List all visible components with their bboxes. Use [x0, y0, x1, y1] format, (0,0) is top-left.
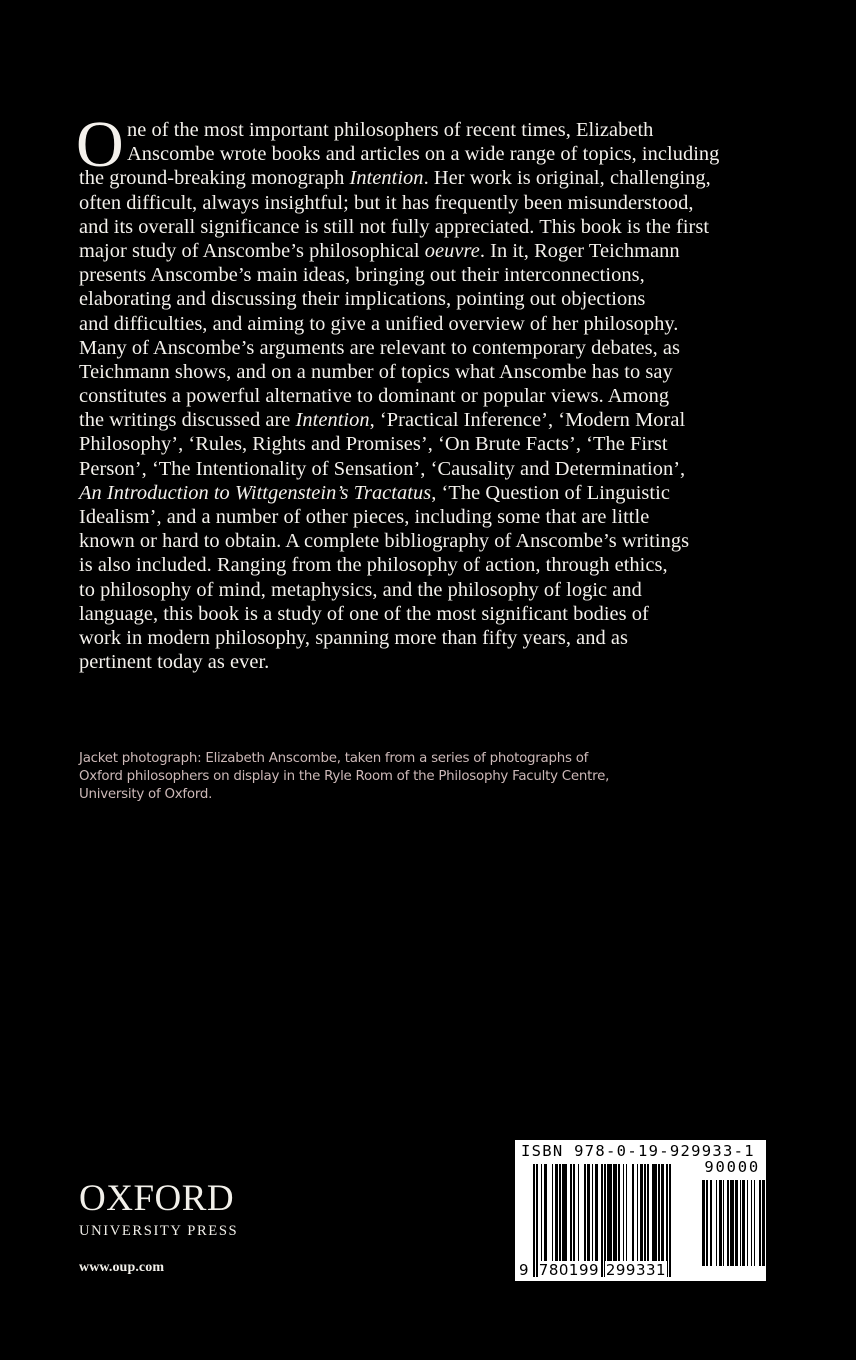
blurb-text: Philosophy’, ‘Rules, Rights and Promises’, ‘On Brute Facts’, ‘The First: [79, 433, 668, 456]
blurb-text: . Her work is original, challenging,: [423, 167, 711, 190]
publisher-subtitle: UNIVERSITY PRESS: [79, 1223, 239, 1239]
blurb-line: [79, 336, 779, 360]
blurb-text: pertinent today as ever.: [79, 651, 270, 674]
blurb-text: language, this book is a study of one of the most significant bodies of: [79, 602, 649, 625]
blurb-text: the ground-breaking monograph: [79, 167, 350, 190]
blurb-line: [79, 142, 779, 166]
blurb-text: , ‘The Question of Linguistic: [431, 481, 670, 504]
blurb-line: [79, 626, 779, 650]
blurb-line: [79, 215, 779, 239]
blurb-text: Person’, ‘The Intentionality of Sensation’, ‘Causality and Determination’,: [79, 457, 686, 480]
blurb-text: and difficulties, and aiming to give a unified overview of her philosophy.: [79, 312, 679, 335]
blurb-line: [79, 602, 779, 626]
blurb-line: [79, 457, 779, 481]
barcode-digits: [519, 1261, 667, 1279]
drop-cap: O: [76, 108, 124, 181]
blurb-text: is also included. Ranging from the philosophy of action, through ethics,: [79, 554, 668, 577]
blurb-text: constitutes a powerful alternative to dominant or popular views. Among: [79, 385, 670, 408]
blurb-text: Idealism’, and a number of other pieces, including some that are little: [79, 506, 650, 528]
barcode-right-group: 299331: [605, 1261, 667, 1279]
italic-title: An Introduction to Wittgenstein’s Tractatus: [79, 481, 432, 504]
blurb-text: , ‘Practical Inference’, ‘Modern Moral: [369, 409, 686, 432]
blurb-text: Many of Anscombe’s arguments are relevant to contemporary debates, as: [79, 336, 681, 359]
blurb-line: [79, 191, 779, 215]
blurb-line: [79, 650, 779, 674]
blurb-line: [79, 118, 779, 142]
isbn-barcode: [515, 1140, 766, 1281]
blurb-text: the writings discussed are: [79, 409, 296, 432]
blurb-line: [79, 553, 779, 577]
publisher-name: OXFORD: [79, 1178, 235, 1219]
blurb-line: [79, 239, 779, 263]
blurb-text: often difficult, always insightful; but it has frequently been misunderstood,: [79, 191, 694, 214]
caption-line: University of Oxford.: [79, 786, 213, 802]
caption-line: Jacket photograph: Elizabeth Anscombe, taken from a series of photographs of: [79, 751, 589, 766]
blurb-line: [79, 481, 779, 505]
blurb-text: to philosophy of mind, metaphysics, and the philosophy of logic and: [79, 578, 642, 601]
blurb-text: . In it, Roger Teichmann: [479, 239, 680, 262]
blurb-text: and its overall significance is still not fully appreciated. This book is the first: [79, 215, 710, 238]
price-addon-label: 90000: [704, 1158, 760, 1176]
blurb-line: [79, 166, 779, 190]
publisher-logo: [79, 1180, 238, 1276]
blurb-line: [79, 360, 779, 384]
isbn-label: ISBN 978-0-19-929933-1: [521, 1142, 755, 1160]
barcode-left-group: 780199: [538, 1261, 600, 1279]
blurb-line: [79, 529, 779, 553]
cover-blurb: [76, 108, 779, 674]
blurb-text: elaborating and discussing their implications, pointing out objections: [79, 288, 646, 311]
barcode-lead-digit: 9: [519, 1261, 529, 1279]
blurb-text: presents Anscombe’s main ideas, bringing out their interconnections,: [79, 264, 645, 287]
blurb-text: Teichmann shows, and on a number of topics what Anscombe has to say: [79, 360, 673, 383]
blurb-line: [79, 505, 779, 529]
caption-line: Oxford philosophers on display in the Ryle Room of the Philosophy Faculty Centre,: [79, 768, 610, 784]
blurb-line: [79, 578, 779, 602]
blurb-text: Anscombe wrote books and articles on a wide range of topics, including: [127, 143, 720, 166]
italic-title: oeuvre: [424, 239, 480, 262]
blurb-text: known or hard to obtain. A complete bibliography of Anscombe’s writings: [79, 530, 690, 553]
italic-title: Intention: [295, 409, 370, 432]
blurb-text: ne of the most important philosophers of recent times, Elizabeth: [127, 119, 654, 141]
blurb-line: [79, 263, 779, 287]
jacket-photo-credit: [79, 750, 609, 803]
blurb-text: major study of Anscombe’s philosophical: [79, 239, 425, 262]
italic-title: Intention: [349, 167, 424, 190]
publisher-url[interactable]: www.oup.com: [79, 1260, 165, 1275]
blurb-line: [79, 287, 779, 311]
blurb-text: work in modern philosophy, spanning more than fifty years, and as: [79, 626, 628, 649]
blurb-line: [79, 408, 779, 432]
blurb-line: [79, 432, 779, 456]
blurb-line: [79, 312, 779, 336]
blurb-line: [79, 384, 779, 408]
addon-bars-icon: [702, 1180, 761, 1266]
